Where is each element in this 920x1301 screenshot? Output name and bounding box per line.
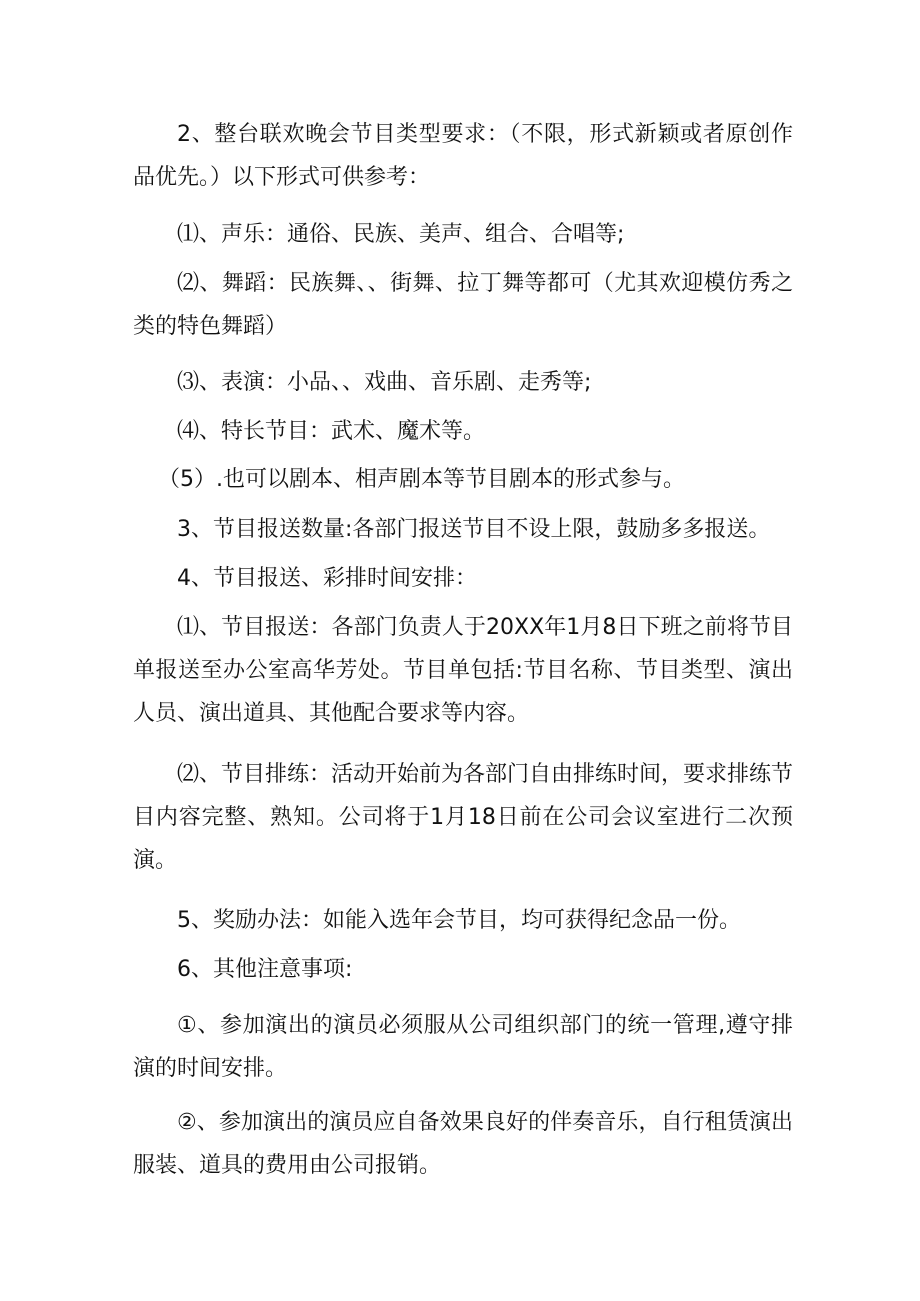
paragraph-submission-quantity: 3、节目报送数量:各部门报送节目不设上限，鼓励多多报送。	[177, 517, 771, 542]
paragraph-reward-method: 5、奖励办法：如能入选年会节目，均可获得纪念品一份。	[177, 908, 741, 933]
paragraph-dance: ⑵、舞蹈：民族舞、、街舞、拉丁舞等都可（尤其欢迎模仿秀之类的特色舞蹈）	[133, 271, 793, 339]
paragraph-script-participation: （5）.也可以剧本、相声剧本等节目剧本的形式参与。	[158, 467, 685, 492]
paragraph-note-management: ①、参加演出的演员必须服从公司组织部门的统一管理,遵守排演的时间安排。	[133, 1013, 793, 1081]
paragraph-performance: ⑶、表演：小品、、戏曲、音乐剧、走秀等;	[177, 370, 592, 395]
paragraph-schedule-heading: 4、节目报送、彩排时间安排：	[177, 566, 477, 591]
paragraph-note-music-costumes: ②、参加演出的演员应自备效果良好的伴奏音乐，自行租赁演出服装、道具的费用由公司报销。	[133, 1110, 793, 1178]
paragraph-program-rehearsal: ⑵、节目排练：活动开始前为各部门自由排练时间，要求排练节目内容完整、熟知。公司将于1月18日前在公司会议室进行二次预演。	[133, 762, 794, 873]
paragraph-program-type-requirements: 2、整台联欢晚会节目类型要求：（不限，形式新颖或者原创作品优先。）以下形式可供参考：	[133, 122, 793, 190]
paragraph-other-notes-heading: 6、其他注意事项:	[177, 957, 353, 982]
paragraph-special-skills: ⑷、特长节目：武术、魔术等。	[177, 419, 486, 444]
paragraph-program-submission: ⑴、节目报送：各部门负责人于20XX年1月8日下班之前将节目单报送至办公室高华芳处。节目单包括:节目名称、节目类型、演出人员、演出道具、其他配合要求等内容。	[133, 615, 793, 726]
paragraph-vocal-music: ⑴、声乐：通俗、民族、美声、组合、合唱等;	[177, 222, 625, 247]
